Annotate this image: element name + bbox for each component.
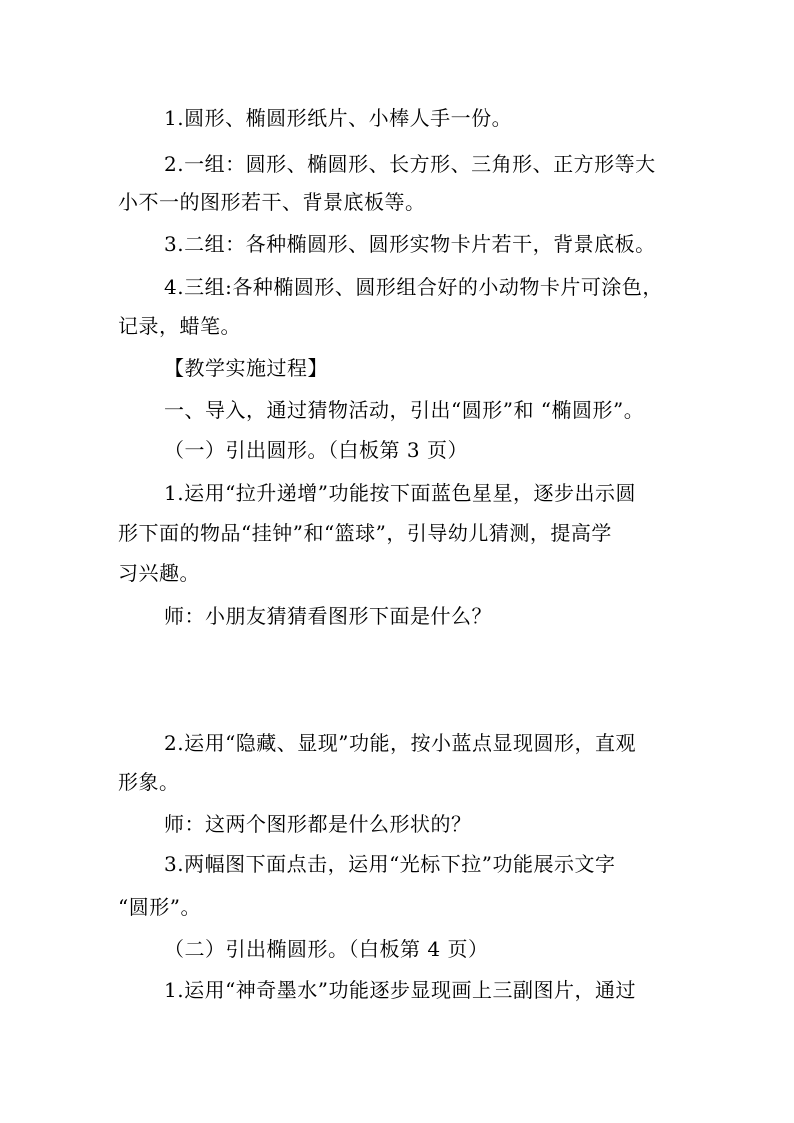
step-2-line-2: 形象。 [118, 770, 180, 794]
item-2-line-2: 小不一的图形若干、背景底板等。 [118, 190, 426, 214]
step-3-line-2: “圆形”。 [118, 895, 201, 919]
step-1-line-3: 习兴趣。 [118, 561, 200, 585]
teacher-question-1: 师：小朋友猜猜看图形下面是什么？ [164, 604, 492, 628]
section-heading: 【教学实施过程】 [164, 356, 328, 380]
part-1-heading: 一、导入，通过猜物活动，引出“圆形”和 “椭圆形”。 [164, 398, 645, 422]
item-2-line-1: 2.一组：圆形、椭圆形、长方形、三角形、正方形等大 [164, 152, 656, 176]
step-1-line-2: 形下面的物品“挂钟”和“篮球”，引导幼儿猜测，提高学 [118, 521, 612, 545]
item-4-line-1: 4.三组:各种椭圆形、圆形组合好的小动物卡片可涂色， [164, 275, 663, 299]
step-2-line-1: 2.运用“隐藏、显现”功能，按小蓝点显现圆形，直观 [164, 731, 637, 755]
teacher-question-2: 师：这两个图形都是什么形状的？ [164, 812, 472, 836]
item-1-line: 1.圆形、椭圆形纸片、小棒人手一份。 [164, 106, 513, 130]
subsection-2-heading: （二）引出椭圆形。（白板第 4 页） [164, 937, 489, 961]
subsection-1-heading: （一）引出圆形。（白板第 3 页） [164, 438, 468, 462]
item-3-line: 3.二组：各种椭圆形、圆形实物卡片若干，背景底板。 [164, 232, 656, 256]
step-1-line-1: 1.运用“拉升递增”功能按下面蓝色星星，逐步出示圆 [164, 481, 637, 505]
substep-1-line-1: 1.运用“神奇墨水”功能逐步显现画上三副图片，通过 [164, 978, 637, 1002]
step-3-line-1: 3.两幅图下面点击，运用“光标下拉”功能展示文字 [164, 852, 616, 876]
item-4-line-2: 记录，蜡笔。 [118, 314, 241, 338]
